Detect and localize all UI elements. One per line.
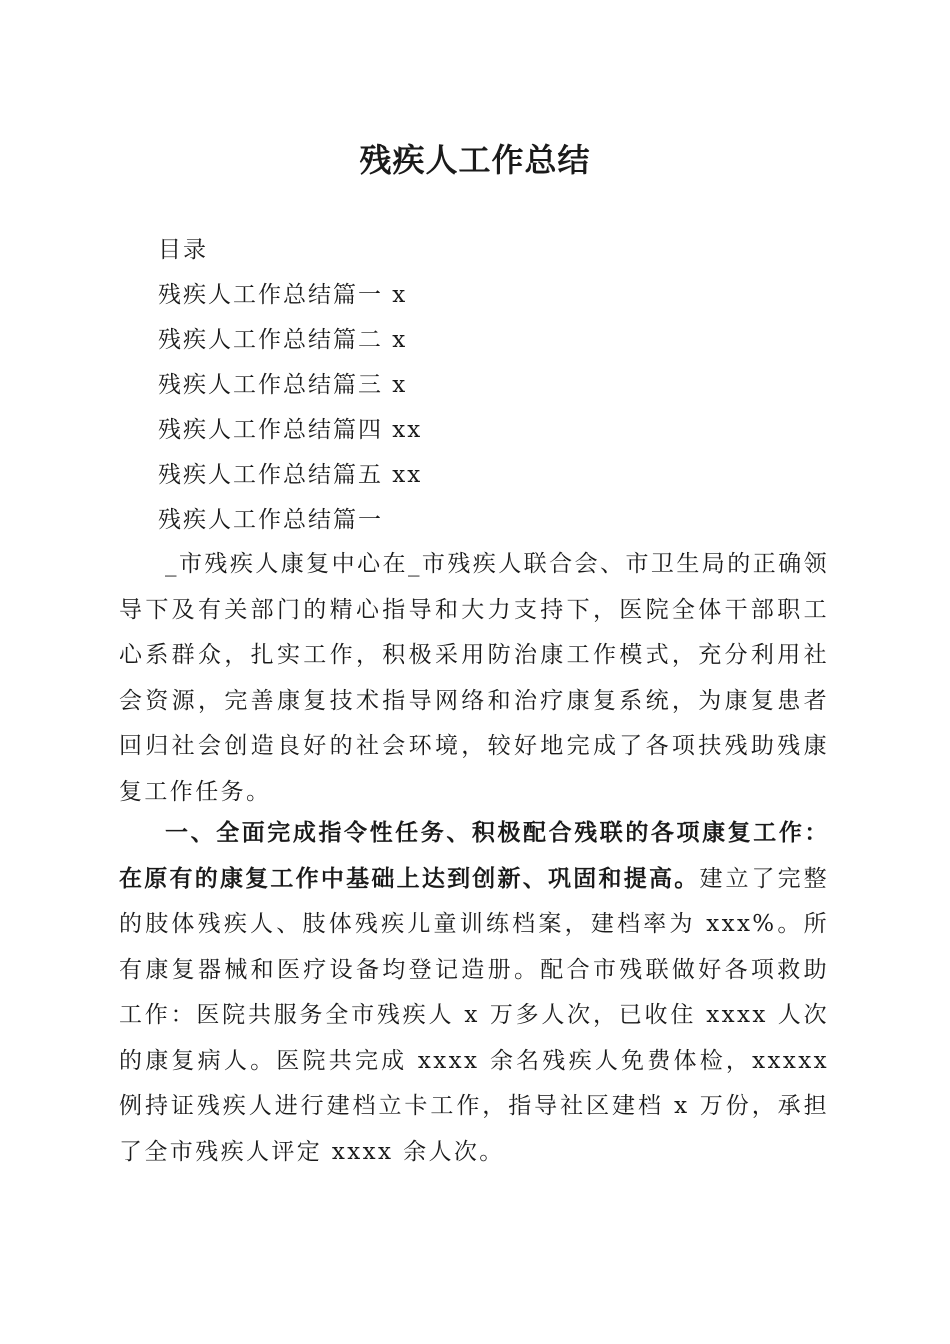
toc-item: 残疾人工作总结篇四 xx bbox=[158, 417, 423, 443]
toc-item: 残疾人工作总结篇二 x bbox=[158, 327, 408, 353]
section-heading: 残疾人工作总结篇一 bbox=[158, 507, 383, 533]
table-of-contents bbox=[158, 228, 422, 543]
toc-item: 残疾人工作总结篇一 x bbox=[158, 282, 408, 308]
body-paragraph: _市残疾人康复中心在_市残疾人联合会、市卫生局的正确领导下及有关部门的精心指导和大力支持下，医院全体干部职工心系群众，扎实工作，积极采用防治康工作模式，充分利用社会资源，完善康复技术指导网络和治疗康复系统，为康复患者回归社会创造良好的社会环境，较好地完成了各项扶残助残康复工作任务。 bbox=[119, 551, 829, 805]
document-title: 残疾人工作总结 bbox=[359, 141, 591, 179]
toc-heading: 目录 bbox=[158, 237, 208, 263]
toc-item: 残疾人工作总结篇三 x bbox=[158, 372, 408, 398]
toc-item: 残疾人工作总结篇五 xx bbox=[158, 462, 423, 488]
paragraph-text: 建立了完整的肢体残疾人、肢体残疾儿童训练档案，建档率为 xxx%。所有康复器械和医疗设备均登记造册。配合市残联做好各项救助工作：医院共服务全市残疾人 x 万多人次，已收住 xxxx 人次的康复病人。医院共完成 xxxx 余名残疾人免费体检，xxxxx 例持证残疾人进行建档立卡工作，指导社区建档 x 万份，承担了全市残疾人评定 xxxx 余人次。 bbox=[119, 865, 829, 1165]
bold-lead-text: 一、全面完成指令性任务、积极配合残联的各项康复工作：在原有的康复工作中基础上达到创新、巩固和提高。 bbox=[119, 820, 829, 892]
body-paragraph-bold-lead bbox=[119, 811, 829, 1175]
